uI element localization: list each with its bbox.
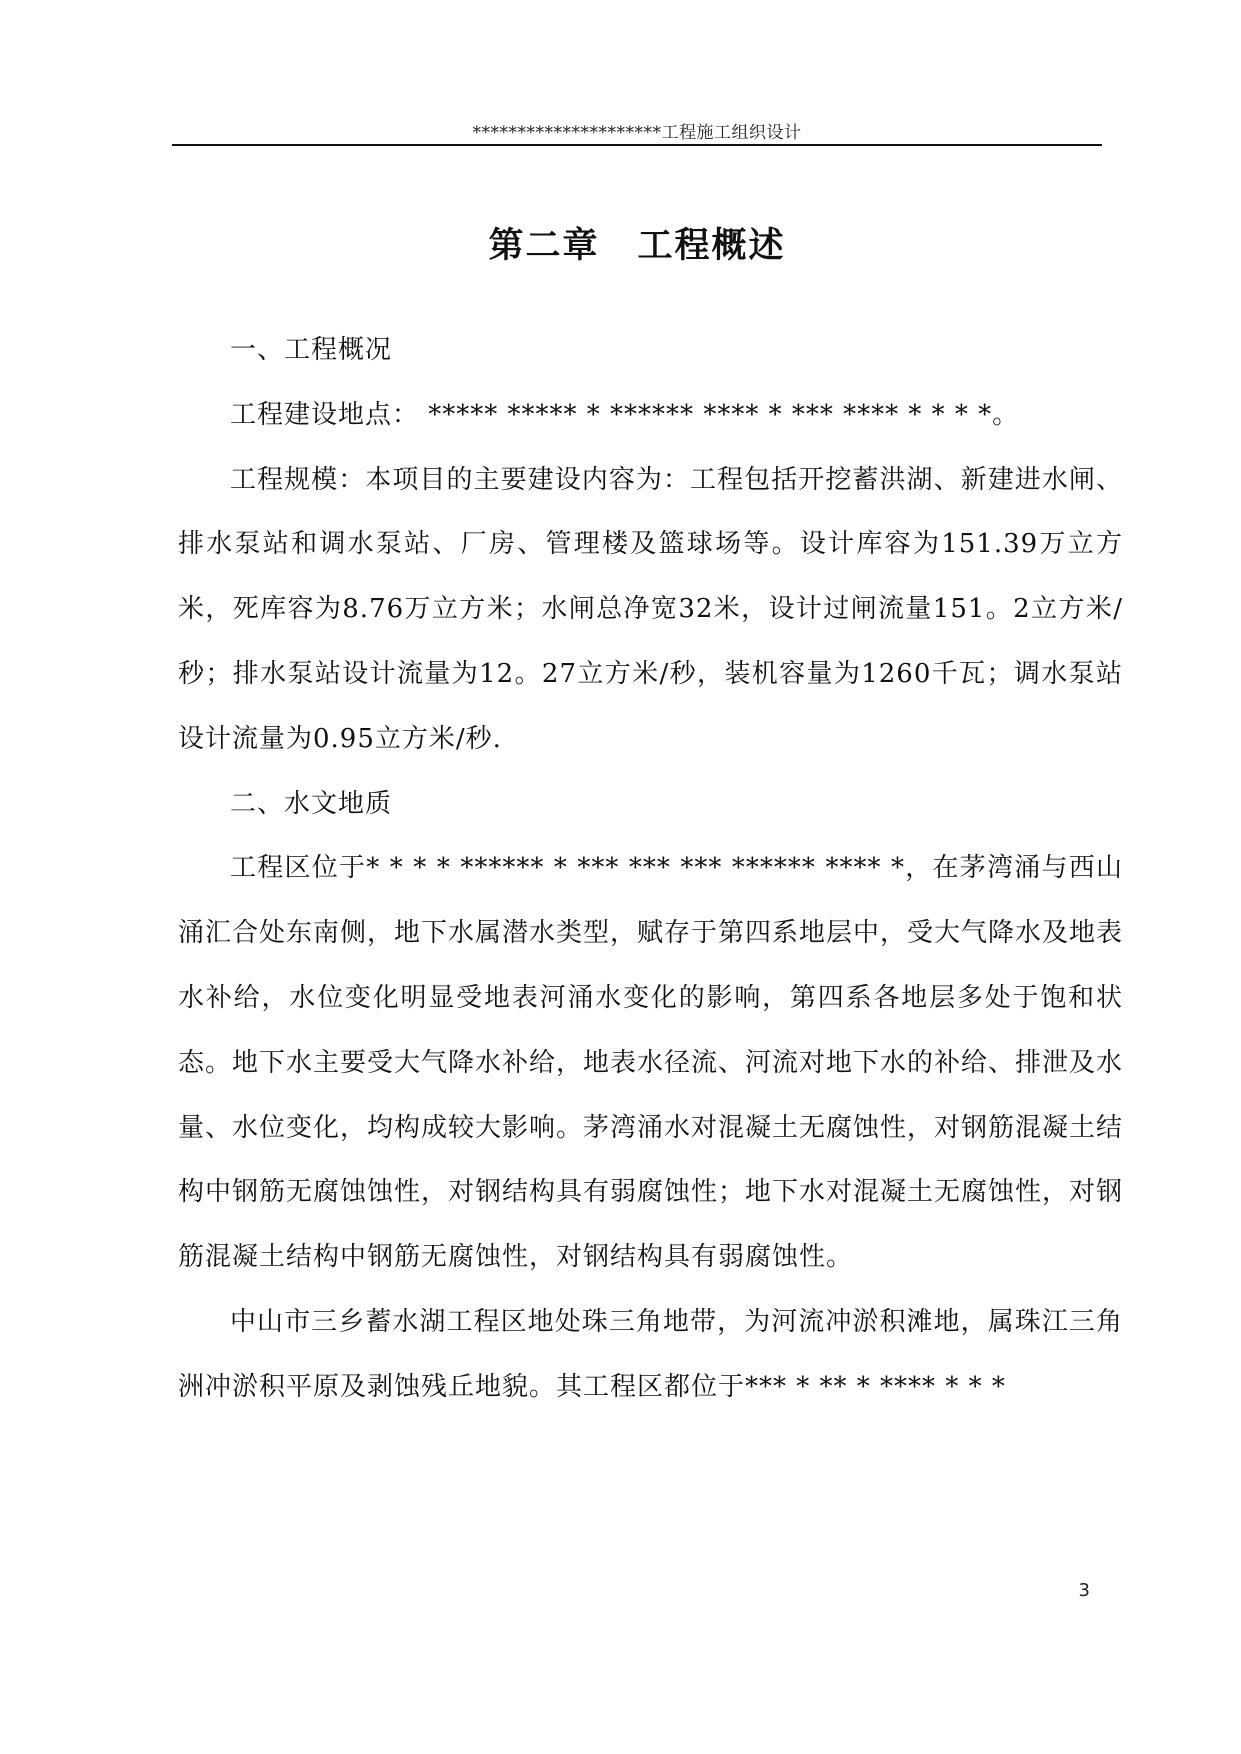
paragraph-hydrogeology: 工程区位于* * * * ****** * *** *** *** ****** **** *，在茅湾涌与西山涌汇合处东南侧，地下水属潜水类型，赋存于第四系地层中，受大气降水及地表水补给，水位变化明显受地表河涌水变化的影响，第四系各地层多处于饱和状态。地下水主要受大气降水补给，地表水径流、河流对地下水的补给、排泄及水量、水位变化，均构成较大影响。茅湾涌水对混凝土无腐蚀性，对钢筋混凝土结构中钢筋无腐蚀蚀性，对钢结构具有弱腐蚀性；地下水对混凝土无腐蚀性，对钢筋混凝土结构中钢筋无腐蚀性，对钢结构具有弱腐蚀性。 xyxy=(178,853,1124,1273)
paragraph-landform: 中山市三乡蓄水湖工程区地处珠三角地带，为河流冲淤积滩地，属珠江三角洲冲淤积平原及剥蚀残丘地貌。其工程区都位于*** * ** * **** * * * xyxy=(178,1306,1123,1402)
body-text xyxy=(178,318,1123,1420)
chapter-title xyxy=(172,218,1102,268)
header-rule xyxy=(172,144,1102,146)
page-number: 3 xyxy=(1078,1580,1090,1601)
chapter-heading: 工程概述 xyxy=(637,225,786,266)
paragraph-site-location: 工程建设地点： ***** ***** * ****** **** * *** **** * * * *。 xyxy=(230,399,1020,430)
section-heading-hydrogeology: 二、水文地质 xyxy=(230,788,393,819)
chapter-number: 第二章 xyxy=(488,225,600,266)
section-heading-overview: 一、工程概况 xyxy=(230,335,393,365)
paragraph-project-scale: 工程规模：本项目的主要建设内容为：工程包括开挖蓄洪湖、新建进水闸、排水泵站和调水泵站、厂房、管理楼及篮球场等。设计库容为151.39万立方米，死库容为8.76万立方米；水闸总净宽32米，设计过闸流量151。2立方米/秒；排水泵站设计流量为12。27立方米/秒，装机容量为1260千瓦；调水泵站设计流量为0.95立方米/秒. xyxy=(178,464,1123,754)
running-header: *********************工程施工组织设计 xyxy=(472,123,802,143)
